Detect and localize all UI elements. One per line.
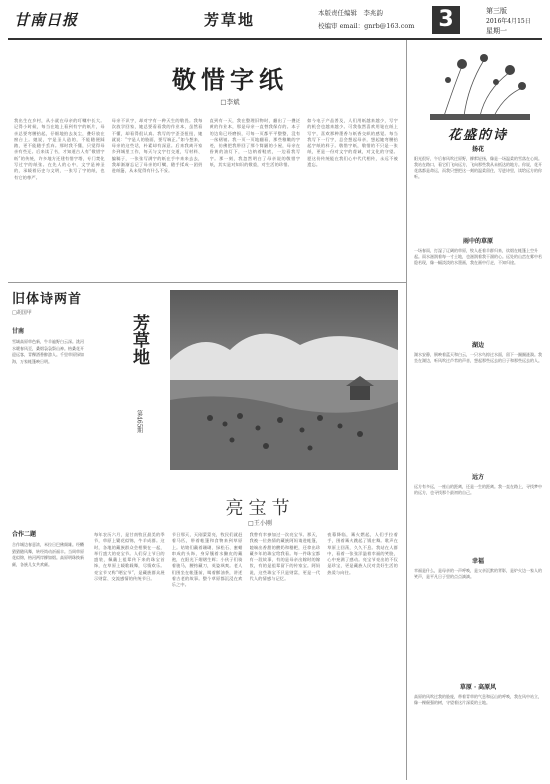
poem-title: 扬花	[471, 146, 484, 153]
poem-block	[414, 556, 542, 676]
issue-weekday: 星期一	[486, 27, 507, 35]
sub-article-column: 我曾有幸参加过一次亮宝节。那天，我被一位热情的藏族阿妈请进帐篷，她端出香甜的酸奶和糌粑，还拿出珍藏多年的珠宝给我看。每一件珠宝都有一段故事，有的是母亲出嫁时的嫁妆，有的是祖辈留下的传家宝。阿妈说，这些珠宝不只是财富，更是一代代人的情感与记忆。	[249, 532, 321, 582]
poem-body: 高原的风吹过我的脸庞，带着青草的气息和远山的呼唤，我在风中站立，像一棵倔强的树，守望着这片深爱的土地。	[414, 694, 542, 705]
old-poem-title: 甘南	[12, 328, 25, 335]
page-number-badge: 3	[432, 6, 460, 34]
lead-article-column: 母亲不识字，却对字有一种天生的敬畏。我每次放学回家，她总要看看我的作业本，虽然看不懂，却看得很认真。我写的字歪歪扭扭，她就说：“字是人的脸面，要写端正。”如今想来，母亲的这些话，朴素却有深意。后来我离开家乡到城里工作，每天与文字打交道，写材料、编稿子，一张张写满字的纸在手中来来去去，我却渐渐忘记了母亲的叮嘱，随手揉成一团扔进纸篓，从未觉得有什么不妥。	[111, 118, 203, 174]
sub-article-column: 节日那天，天刚蒙蒙亮，牧民们就赶着马匹，带着帐篷和食物来到草原上。姑娘们戴着珊瑚、绿松石、蜜蜡串成的头饰，身穿镶着水獭皮的藏袍，在阳光下熠熠生辉；小伙子们骑着骏马，腰挎藏刀，英姿飒爽。老人们围坐在帐篷前，喝着酥油茶，讲述着古老的故事。整个草原都沉浸在欢乐之中。	[171, 532, 243, 588]
section-divider	[8, 282, 406, 283]
lead-article-column: 直到有一天，我在整理旧物时，翻出了一叠泛黄的作业本，那是母亲一直替我保存的。本子的边角已经磨损，可每一页都平平整整，没有一丝褶皱。我一页一页地翻看，那些稚嫩的字迹，仿佛把我带回了那个简陋的小屋，母亲在昏黄的油灯下，一边纳着鞋底，一边看我写字。那一刻，我忽然明白了母亲说的敬惜字纸，其实是对知识的敬重，对生活的珍惜。	[209, 118, 301, 168]
poem-block	[414, 236, 542, 340]
poem-body: 幸福是什么，是母亲的一声呼唤，是父亲沉默的背影，是炉火边一家人的笑声，是平凡日子里的点点滴滴。	[414, 568, 542, 579]
section-title: 芳草地	[204, 11, 256, 29]
column-name: 芳草地	[129, 313, 149, 365]
old-poem-title: 合作二题	[12, 531, 37, 538]
poem-title: 远方	[471, 474, 484, 481]
sub-article-column: 每年农历六月，是甘南牧区最美的季节，草原上繁花似锦，牛羊成群。这时，各地的藏族群众会相聚在一起，举行盛大的亮宝节。人们穿上节日的盛装，佩戴上祖辈传下来的珠宝首饰，在草原上载歌载舞，尽情欢乐。亮宝节又称“晒宝节”，是藏族群众展示财富、交流感情的传统节日。	[94, 532, 165, 582]
sub-article-author: □王小刚	[248, 520, 272, 527]
right-column-title: 花盛的诗	[447, 128, 508, 143]
issue-date: 2016年4月15日	[486, 18, 531, 25]
flower-vase-illustration	[424, 46, 532, 124]
column-label	[112, 294, 166, 474]
sub-article-column: 夜幕降临，篝火燃起，人们手拉着手，围着篝火跳起了锅庄舞。歌声在草原上回荡，久久不息。我站在人群中，看着一张张洋溢着幸福的笑脸，心中充满了感动。亮宝节亮出的不仅是珍宝，更是藏族人民对美好生活的热爱与向往。	[327, 532, 398, 575]
lead-article-title: 敬惜字纸	[172, 65, 288, 94]
poem-title: 幸福	[471, 558, 484, 565]
sub-article-title: 亮宝节	[225, 498, 295, 519]
poem-body: 阳光很好，午后春风吹过原野，柳絮轻扬，像是一场温柔的雪落在心间。我站在路口，看它们飞向远方，飞向那些我从未抵达的地方。你说，花开花落都是命运，而我只想把这一刻的温柔留住，写进诗里，读给远方的你听。	[414, 156, 542, 179]
column-issue-number: 第465期	[135, 410, 143, 434]
designer-credit: 校编审 email：gnrb@163.com	[318, 22, 415, 30]
poem-block	[414, 472, 542, 554]
right-column-divider	[406, 40, 407, 780]
lead-article-body	[14, 118, 398, 276]
old-poems-section	[12, 288, 84, 766]
poem-title: 湖边	[471, 342, 484, 349]
masthead	[0, 0, 550, 38]
masthead-divider	[8, 38, 542, 40]
old-poem-lines: 雪域高原草色新，牛羊遍野白云深。洮河水暖春风至，桑烟袅袅祭山神。格桑花开迎远客，青稞酒香醉游人。千里草原绿如海，万家帐篷映日明。	[12, 339, 84, 364]
paper-name: 甘南日报	[14, 11, 79, 29]
lead-article-column: 如今电子产品普及，人们用纸越来越少，写字的机会也越来越少。可我依然喜欢用笔在纸上写字，喜欢那种墨香与纸香交织的感觉。每当我写下一行字，总会想起母亲，想起她弯腰拾起字纸的样子。敬惜字纸，敬惜的不只是一张纸，更是一份对文字的虔诚，对文化的守望。愿这份传统能在我们心中代代相传，永远不被遗忘。	[307, 118, 398, 168]
poem-block	[414, 682, 542, 784]
old-poems-title: 旧体诗两首	[12, 292, 83, 307]
editor-credit: 本版责任编辑 李兆韵	[318, 9, 383, 17]
poem-block	[414, 340, 542, 472]
old-poems-author: □胡国甲	[12, 310, 32, 316]
poem-body: 一场春雨，打湿了辽阔的草原，牧人赶着羊群归来，炊烟在帐篷上空升起。雨水滋润着每一寸土地，也滋润着我干涸的心。远处的山峦在雾中若隐若现，像一幅淡淡的水墨画，我在画中行走，不知归途。	[414, 248, 542, 265]
lead-article-column: 我出生在乡村，从小就在母亲的叮嘱中长大。记得小时候，每当在地上看到有字的纸片，母亲总要弯腰拾起，仔细地拍去灰尘，叠好放在窗台上。她说，字是圣人造的，不能随便踩踏，更不能随手丢弃。那时我不懂，只觉得母亲有些迂。后来读了书，才知道古人有“敬惜字纸”的传统，许多地方还建有惜字塔，专门焚化写过字的纸张。在先人的心中，文字是神圣的，承载着历史与文明，一张写了字的纸，也有它的尊严。	[14, 118, 105, 180]
grassland-photo	[170, 290, 398, 470]
poem-block	[414, 144, 542, 236]
edition-label: 第三版	[486, 7, 507, 15]
sub-article-body	[94, 532, 398, 772]
poem-title: 草原 · 高原风	[459, 684, 497, 691]
lead-article-author: □李斌	[220, 98, 240, 106]
poem-body: 湖水安静，倒映着蓝天和白云，一只水鸟掠过水面，留下一圈圈涟漪。我坐在湖边，听风吹过芦苇的声音，想起那些远去的日子和那些远去的人。	[414, 352, 542, 363]
poem-title: 雨中的草原	[462, 238, 493, 245]
poem-body: 远方有多远，一座山的距离，还是一生的距离。我一直在路上，寻找梦中的远方，也寻找那个最初的自己。	[414, 484, 542, 495]
old-poem-lines: 合作城边春意浓，米拉日巴佛阁雄。经幡猎猎随风舞，转经筒动祈福丰。当周草原花似锦，格河两岸柳如烟。高原明珠换新颜，各族儿女共欢颜。	[12, 542, 84, 567]
